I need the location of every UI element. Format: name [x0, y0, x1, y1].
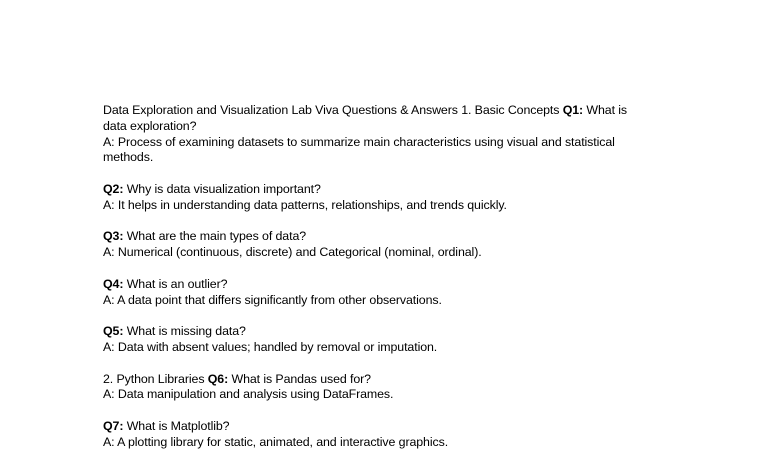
q3-question: What are the main types of data? [126, 229, 307, 244]
q5-question: What is missing data? [126, 324, 246, 339]
a5: A: Data with absent values; handled by removal or imputation. [103, 339, 438, 354]
q2-label: Q2: [103, 181, 124, 196]
q4-question-line [103, 277, 693, 293]
a6: A: Data manipulation and analysis using DataFrames. [103, 387, 394, 402]
a3: A: Numerical (continuous, discrete) and Categorical (nominal, ordinal). [103, 245, 482, 260]
q7-question-line [103, 419, 693, 435]
q7-block [103, 419, 693, 451]
q4-label: Q4: [103, 276, 124, 291]
a7: A: A plotting library for static, animated, and interactive graphics. [103, 434, 449, 449]
intro-paragraph [103, 103, 693, 166]
q7-question: What is Matplotlib? [126, 418, 230, 433]
q3-block [103, 229, 693, 261]
section-2-line [103, 372, 693, 388]
q5-block [103, 324, 693, 356]
a1-line-2: methods. [103, 150, 154, 165]
q6-label: Q6: [207, 371, 229, 386]
a4: A: A data point that differs significantly from other observations. [103, 292, 442, 307]
q4-block [103, 277, 693, 309]
a2: A: It helps in understanding data patterns, relationships, and trends quickly. [103, 197, 507, 212]
section-1-title: 1. Basic Concepts [461, 103, 560, 117]
document-body [103, 103, 693, 466]
q5-question-line [103, 324, 693, 340]
q2-question: Why is data visualization important? [126, 181, 321, 196]
q1-question-part1: What is [586, 103, 628, 117]
q4-question: What is an outlier? [126, 276, 228, 291]
q3-question-line [103, 229, 693, 245]
document-heading: Data Exploration and Visualization Lab Viva Questions & Answers [103, 103, 458, 117]
q1-question-part2: data exploration? [103, 118, 197, 133]
q7-label: Q7: [103, 418, 124, 433]
q2-question-line [103, 182, 693, 198]
q6-question: What is Pandas used for? [231, 371, 371, 386]
section-2-title: 2. Python Libraries [103, 371, 205, 386]
q3-label: Q3: [103, 229, 124, 244]
q5-label: Q5: [103, 324, 124, 339]
q2-block [103, 182, 693, 214]
intro-line-1 [103, 103, 693, 119]
q1-label: Q1: [562, 103, 584, 117]
a1-line-1: A: Process of examining datasets to summarize main characteristics using visual and statistical [103, 134, 615, 149]
section-2-block [103, 372, 693, 404]
